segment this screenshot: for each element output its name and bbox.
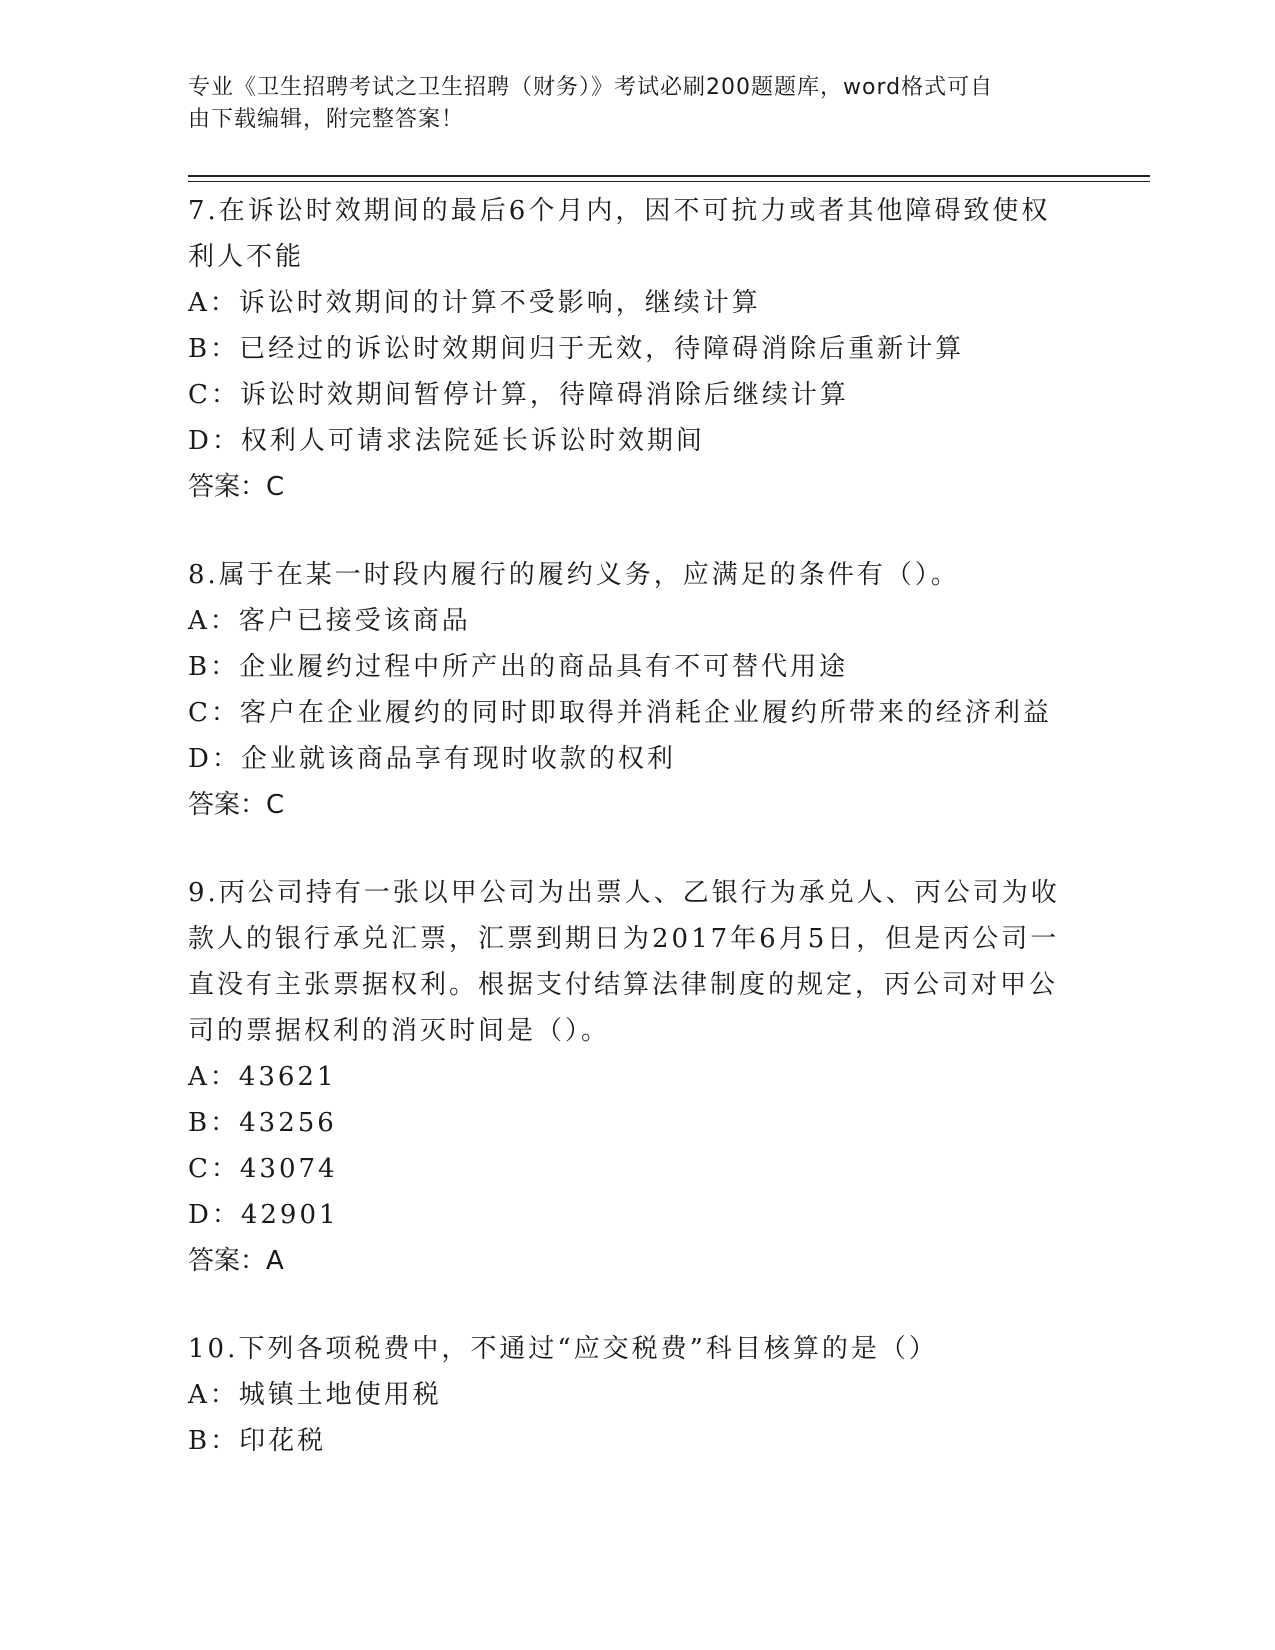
question-stem-line: 款人的银行承兑汇票，汇票到期日为2017年6月5日，但是丙公司一 [188,924,1060,954]
answer-option: B：印花税 [188,1426,327,1456]
question-stem-line: 直没有主张票据权利。根据支付结算法律制度的规定，丙公司对甲公 [188,970,1059,1000]
answer-option: C：43074 [188,1154,338,1184]
question-block [188,552,1088,828]
question-block [188,870,1088,1284]
header-divider-thin [188,181,1150,182]
answer-key: 答案：C [188,472,285,502]
header-line-2: 由下载编辑，附完整答案！ [188,107,465,132]
answer-option: B：已经过的诉讼时效期间归于无效，待障碍消除后重新计算 [188,334,965,364]
answer-option: C：客户在企业履约的同时即取得并消耗企业履约所带来的经济利益 [188,698,1052,728]
question-stem-line: 9.丙公司持有一张以甲公司为出票人、乙银行为承兑人、丙公司为收 [188,878,1060,908]
question-block [188,1326,1088,1464]
answer-option: D：企业就该商品享有现时收款的权利 [188,744,676,774]
question-stem-line: 司的票据权利的消灭时间是（）。 [188,1016,611,1046]
answer-option: A：城镇土地使用税 [188,1380,442,1410]
answer-option: A：客户已接受该商品 [188,606,471,636]
question-stem-line: 10.下列各项税费中，不通过“应交税费”科目核算的是（） [188,1334,938,1364]
answer-option: A：诉讼时效期间的计算不受影响，继续计算 [188,288,761,318]
header-divider-thick [188,175,1150,177]
answer-key: 答案：A [188,1246,284,1276]
answer-option: B：企业履约过程中所产出的商品具有不可替代用途 [188,652,849,682]
question-stem-line: 利人不能 [188,242,305,272]
question-stem-line: 7.在诉讼时效期间的最后6个月内，因不可抗力或者其他障碍致使权 [188,196,1051,226]
question-stem-line: 8.属于在某一时段内履行的履约义务，应满足的条件有（）。 [188,560,960,590]
question-block [188,188,1088,510]
header-line-1: 专业《卫生招聘考试之卫生招聘（财务）》考试必刷200题题库，word格式可自 [188,75,994,100]
answer-key: 答案：C [188,790,285,820]
answer-option: D：42901 [188,1200,339,1230]
document-header [188,72,1088,136]
answer-option: B：43256 [188,1108,337,1138]
answer-option: D：权利人可请求法院延长诉讼时效期间 [188,426,705,456]
answer-option: A：43621 [188,1062,337,1092]
question-list [188,188,1088,1506]
answer-option: C：诉讼时效期间暂停计算，待障碍消除后继续计算 [188,380,849,410]
